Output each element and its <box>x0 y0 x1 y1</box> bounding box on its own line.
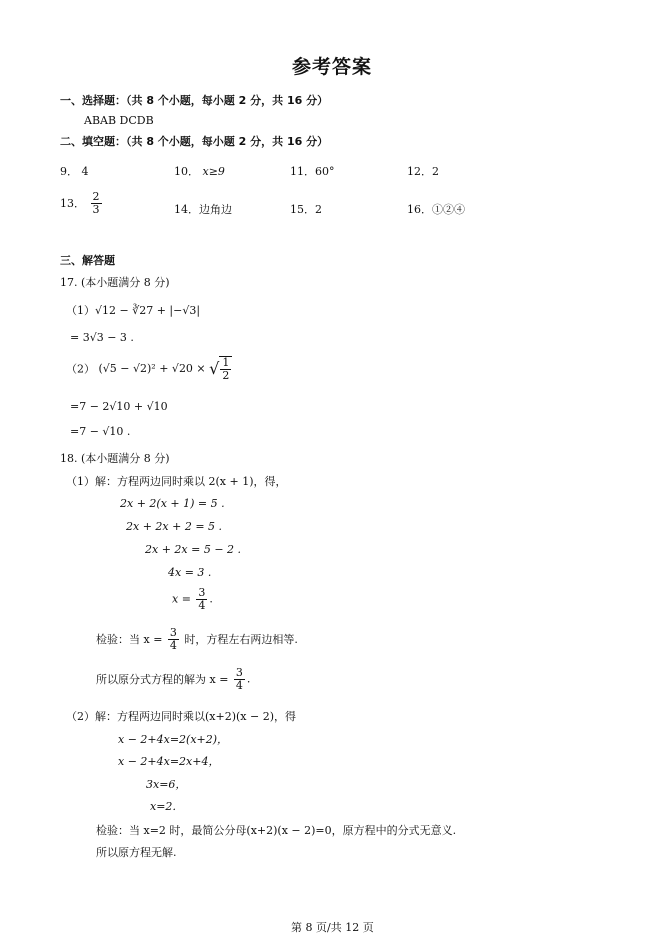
problem18-part2-step2: x − 2+4x=2x+4， <box>118 755 220 768</box>
answer-q13 <box>60 191 104 215</box>
problem18-part1-conclusion: 所以原分式方程的解为 x = $\frac{3}{4}$ . <box>96 666 251 692</box>
problem18-part1-step4: 4x = 3 . <box>168 566 212 579</box>
step5-lhs: x = <box>172 592 191 606</box>
problem18-part1-step2: 2x + 2x + 2 = 5 . <box>126 520 223 533</box>
fraction-numerator: 3 <box>198 586 206 599</box>
problem17-part1-expression: （1）√12 − ∛27 + |−√3| <box>66 304 201 317</box>
page-footer: 第 8 页/共 12 页 <box>291 921 374 934</box>
fraction-numerator: 3 <box>235 666 243 679</box>
problem18-part2-conclusion: 所以原方程无解. <box>96 846 177 859</box>
section2-heading: 二、填空题：（共 8 个小题，每小题 2 分，共 16 分） <box>60 135 329 148</box>
problem17-part1-answer: = 3√3 − 3 . <box>70 331 134 344</box>
problem17-part2-step1: =7 − 2√10 + √10 <box>70 400 168 413</box>
check-prefix: 检验：当 x = <box>96 633 163 647</box>
fraction-three-quarters <box>234 667 245 691</box>
answer-q10-value: x≥9 <box>202 165 225 178</box>
answer-q11: 11．60° <box>290 165 335 178</box>
problem17-part2-label: （2） <box>66 362 95 376</box>
problem18-part1-intro: （1）解：方程两边同时乘以 2(x + 1)，得， <box>66 475 287 488</box>
problem18-part2-check: 检验：当 x=2 时，最简公分母(x+2)(x − 2)=0，原方程中的分式无意义. <box>96 824 457 837</box>
problem17-title: 17. (本小题满分 8 分) <box>60 276 170 289</box>
fraction-denominator: 3 <box>92 202 100 216</box>
problem18-part2-step3: 3x=6， <box>146 778 187 791</box>
fraction-denominator: 4 <box>198 598 206 612</box>
problem18-part1-step5: x = $\frac{3}{4}$ . <box>172 586 213 612</box>
problem18-part2-intro: （2）解：方程两边同时乘以(x+2)(x − 2)，得 <box>66 710 296 723</box>
problem18-part1-check <box>96 627 298 651</box>
fraction-three-quarters <box>168 627 179 651</box>
answer-q16: 16．①②④ <box>407 203 465 216</box>
answer-q10 <box>174 163 225 179</box>
problem17-part2-expression <box>66 356 234 381</box>
check-suffix: 时，方程左右两边相等. <box>184 633 298 647</box>
fraction-denominator: 4 <box>235 678 243 692</box>
problem17-part2-terms: (√5 − √2)² + √20 × <box>98 362 206 376</box>
problem18-part1-step1: 2x + 2(x + 1) = 5 . <box>120 497 225 510</box>
section1-heading: 一、选择题：（共 8 个小题，每小题 2 分，共 16 分） <box>60 94 329 107</box>
page-title: 参考答案 <box>292 56 373 78</box>
fraction-numerator: 2 <box>92 190 100 203</box>
problem18-part1-step3: 2x + 2x = 5 − 2 . <box>145 543 242 556</box>
fraction-denominator: 2 <box>222 368 230 382</box>
answer-q14: 14．边角边 <box>174 203 232 216</box>
answer-q12: 12．2 <box>407 165 439 178</box>
conclusion-prefix: 所以原分式方程的解为 x = <box>96 673 229 687</box>
fraction-numerator: 3 <box>169 626 177 639</box>
problem18-title: 18. (本小题满分 8 分) <box>60 452 170 465</box>
problem18-part2-step1: x − 2+4x=2(x+2)， <box>118 733 229 746</box>
answer-q10-label: 10． <box>174 165 199 178</box>
answer-q13-label: 13． <box>60 197 85 211</box>
fraction-denominator: 4 <box>169 638 177 652</box>
problem17-part2-step2: =7 − √10 . <box>70 425 131 438</box>
section1-answers: ABAB DCDB <box>84 114 154 127</box>
answer-q15: 15．2 <box>290 203 322 216</box>
answer-q13-fraction <box>91 191 102 215</box>
section3-heading: 三、解答题 <box>60 254 115 267</box>
fraction-numerator: 1 <box>222 356 230 369</box>
problem17-part2-fraction <box>219 356 232 381</box>
fraction-three-quarters <box>196 587 207 611</box>
answer-q9: 9． 4 <box>60 165 89 178</box>
sqrt-symbol-icon: √ <box>209 359 220 379</box>
problem18-part2-step4: x=2． <box>150 800 184 813</box>
